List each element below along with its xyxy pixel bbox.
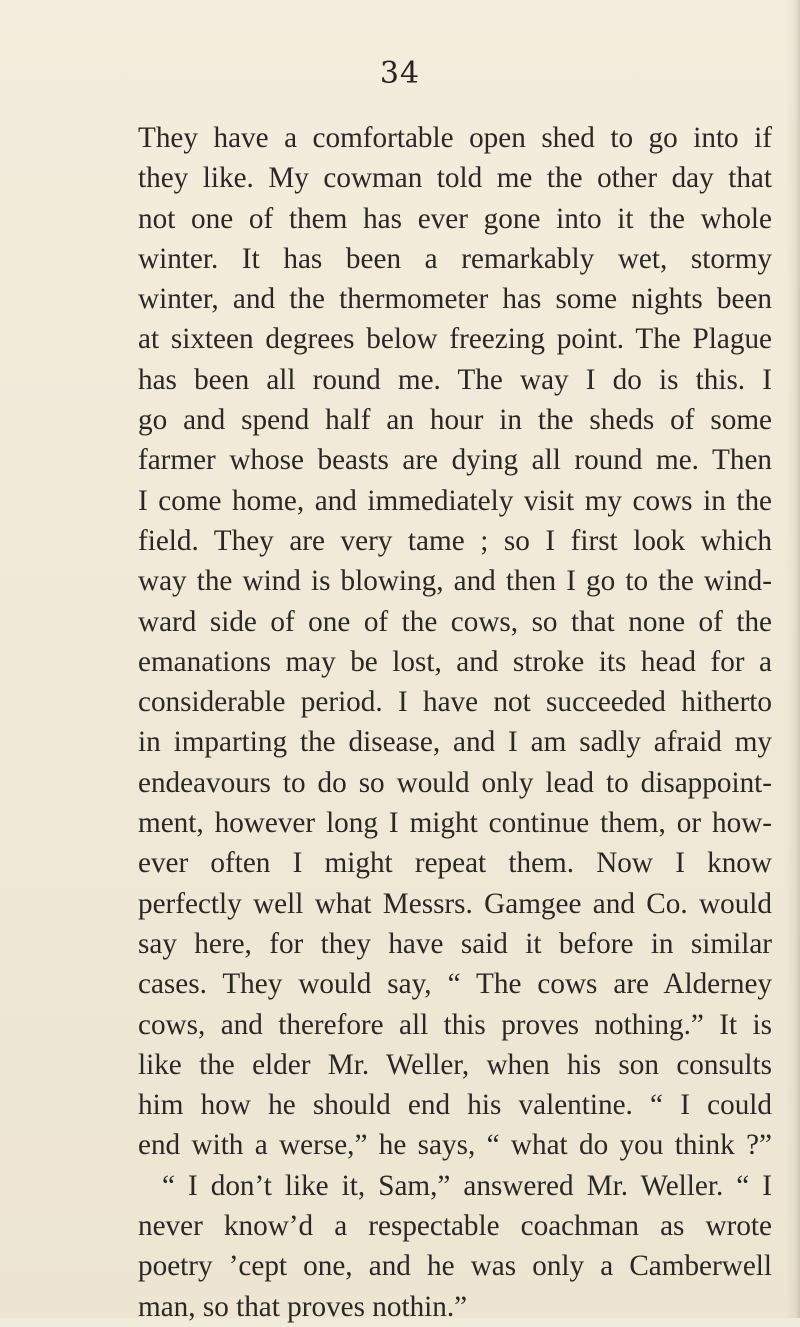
text-line: emanations may be lost, and stroke its head for a xyxy=(138,645,772,678)
text-line: ward side of one of the cows, so that none of the xyxy=(138,605,772,638)
body-text xyxy=(138,118,772,1327)
text-line: end with a werse,” he says, “ what do you think ?” xyxy=(138,1129,772,1162)
text-line: farmer whose beasts are dying all round me. Then xyxy=(138,444,772,477)
text-line: ever often I might repeat them. Now I know xyxy=(138,847,772,880)
text-line: in imparting the disease, and I am sadly afraid my xyxy=(138,726,772,759)
text-line: say here, for they have said it before in similar xyxy=(138,927,772,960)
text-line: cases. They would say, “ The cows are Alderney xyxy=(138,968,772,1001)
text-line: They have a comfortable open shed to go into if xyxy=(138,122,772,154)
text-line: way the wind is blowing, and then I go to the wind- xyxy=(138,565,772,598)
text-line: endeavours to do so would only lead to disappoint- xyxy=(138,766,772,799)
text-line: poetry ’cept one, and he was only a Camberwell xyxy=(138,1250,772,1283)
text-line: field. They are very tame ; so I first look which xyxy=(138,524,772,557)
text-line: like the elder Mr. Weller, when his son consults xyxy=(138,1048,772,1081)
text-line: ment, however long I might continue them, or how- xyxy=(138,807,772,840)
text-line: winter. It has been a remarkably wet, stormy xyxy=(138,242,772,275)
text-line: man, so that proves nothin.” xyxy=(138,1290,468,1323)
page-number: 34 xyxy=(379,56,421,91)
text-line: “ I don’t like it, Sam,” answered Mr. Weller. “ I xyxy=(162,1169,772,1202)
text-line: him how he should end his valentine. “ I could xyxy=(138,1089,772,1122)
text-line: perfectly well what Messrs. Gamgee and Co. would xyxy=(138,887,772,920)
text-line: at sixteen degrees below freezing point. The Plague xyxy=(138,323,772,356)
text-line: considerable period. I have not succeeded hitherto xyxy=(138,686,772,719)
page-edge-shadow xyxy=(786,0,800,1318)
text-line: I come home, and immediately visit my cows in the xyxy=(138,484,772,517)
text-line: not one of them has ever gone into it the whole xyxy=(138,202,772,235)
text-line: cows, and therefore all this proves nothing.” It is xyxy=(138,1008,772,1041)
text-line: go and spend half an hour in the sheds of some xyxy=(138,404,772,437)
text-line: winter, and the thermometer has some nights been xyxy=(138,283,772,316)
text-line: has been all round me. The way I do is this. I xyxy=(138,363,772,396)
text-line: never know’d a respectable coachman as wrote xyxy=(138,1210,772,1243)
text-line: they like. My cowman told me the other day that xyxy=(138,162,772,195)
